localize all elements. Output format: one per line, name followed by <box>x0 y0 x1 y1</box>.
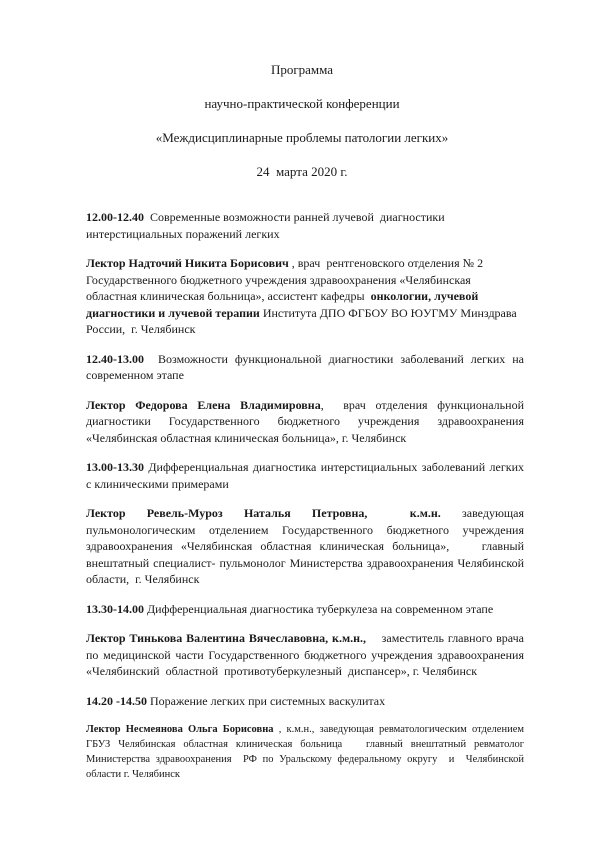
text-run: заведующая пульмонологическим отделением Государственного бюджетного учреждения здравоохранения «Челябинская областная клиническая больница», главный внештатный специалист- пульмонолог Министерства здравоохранения Челябинской области, г. Челябинск <box>86 506 530 586</box>
text-run: Дифференциальная диагностика туберкулеза на современном этапе <box>144 601 494 616</box>
session-4-lecturer <box>86 630 527 680</box>
session-3-time-title <box>86 459 530 492</box>
session-2-time-title <box>86 351 527 384</box>
session-5-time-title <box>86 693 524 710</box>
text-run: , врач отделения функциональной диагностики Государственного бюджетного учреждения здравоохранения «Челябинская областная клиническая больница», г. Челябинск <box>86 397 527 445</box>
conference-date: 24 марта 2020 г. <box>256 164 348 179</box>
session-5-lecturer <box>86 722 527 782</box>
bold-text-run: Лектор Ревель-Муроз Наталья Петровна, к.м.н. <box>86 506 441 520</box>
bold-text-run: онкологии, лучевой диагностики и лучевой терапии <box>86 289 482 320</box>
text-run: Современные возможности ранней лучевой диагностики интерстициальных поражений легких <box>86 210 448 241</box>
text-run: , к.м.н., заведующая ревматологическим отделением ГБУЗ Челябинская областная клиническая больница главный внештатный ревматолог Министерства здравоохранения РФ по Уральскому федеральному округу и Челябинской области г. Челябинск <box>86 724 527 780</box>
bold-text-run: 14.20 -14.50 <box>86 693 147 708</box>
conference-name: «Междисциплинарные проблемы патологии легких» <box>155 130 449 145</box>
document-title: Программа <box>270 62 334 77</box>
text-run: заместитель главного врача по медицинской части Государственного бюджетного учреждения здравоохранения «Челябинский областной противотуберкулезный диспансер», г. Челябинск <box>86 631 527 678</box>
session-2-lecturer <box>86 397 527 447</box>
text-run: Дифференциальная диагностика интерстициальных заболеваний легких с клиническими примерами <box>86 460 530 491</box>
session-1-time-title <box>86 209 524 242</box>
bold-text-run: 13.30-14.00 <box>86 601 144 616</box>
bold-text-run: Лектор Надточий Никита Борисович <box>86 256 292 270</box>
session-1-lecturer <box>86 255 524 338</box>
session-3-lecturer <box>86 505 530 588</box>
bold-text-run: 12.40-13.00 <box>86 351 144 366</box>
bold-text-run: 12.00-12.40 <box>86 210 144 224</box>
bold-text-run: Лектор Несмеянова Ольга Борисовна <box>86 724 274 735</box>
text-run: , врач рентгеновского отделения № 2 Государственного бюджетного учреждения здравоохранения «Челябинская областная клиническая больница», ассистент кафедры <box>86 256 487 303</box>
bold-text-run: Лектор Федорова Елена Владимировна <box>86 397 321 412</box>
document-subtitle: научно-практической конференции <box>204 96 400 111</box>
document-header <box>0 0 604 179</box>
text-run: Института ДПО ФГБОУ ВО ЮУГМУ Минздрава России, г. Челябинск <box>86 305 520 336</box>
text-run: Поражение легких при системных васкулитах <box>147 693 386 708</box>
program-body <box>86 209 530 782</box>
bold-text-run: 13.00-13.30 <box>86 460 144 474</box>
text-run: Возможности функциональной диагностики заболеваний легких на современном этапе <box>86 351 527 382</box>
bold-text-run: Лектор Тинькова Валентина Вячеславовна, к.м.н., <box>86 631 367 645</box>
session-4-time-title <box>86 601 524 618</box>
